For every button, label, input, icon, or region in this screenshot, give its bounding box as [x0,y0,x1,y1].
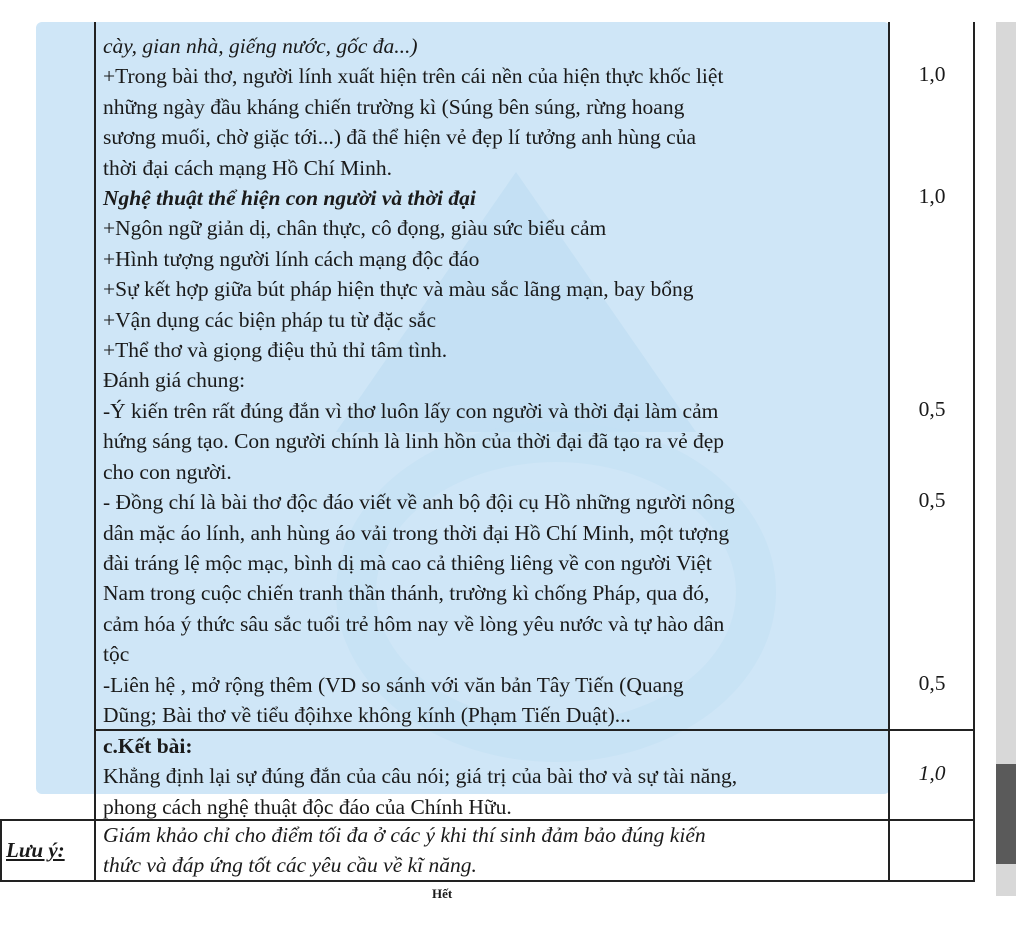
note-cell [103,820,883,881]
text-line: thời đại cách mạng Hồ Chí Minh. [103,155,393,180]
text-line: hứng sáng tạo. Con người chính là linh hồn của thời đại đã tạo ra vẻ đẹp [103,429,725,454]
text-line: +Vận dụng các biện pháp tu từ đặc sắc [103,307,437,332]
score-column-border [888,22,890,882]
text-line: tộc [103,642,130,667]
text-line: -Ý kiến trên rất đúng đắn vì thơ luôn lấy con người và thời đại làm cảm [103,398,719,423]
score-value: 1,0 [918,62,946,86]
conclusion-heading: c.Kết bài: [103,734,193,758]
scrollbar-thumb[interactable] [996,764,1016,864]
end-marker: Hết [432,886,453,901]
text-line: Khẳng định lại sự đúng đắn của câu nói; giá trị của bài thơ và sự tài năng, [103,764,738,789]
text-line: +Ngôn ngữ giản dị, chân thực, cô đọng, giàu sức biểu cảm [103,216,607,241]
conclusion-cell [103,731,883,822]
text-line: - Đồng chí là bài thơ độc đáo viết về anh bộ đội cụ Hồ những người nông [103,490,735,515]
text-line: cho con người. [103,459,232,484]
text-line: cảm hóa ý thức sâu sắc tuổi trẻ hôm nay về lòng yêu nước và tự hào dân [103,611,725,636]
text-line: dân mặc áo lính, anh hùng áo vải trong thời đại Hồ Chí Minh, một tượng [103,520,730,545]
score-value: 1,0 [918,184,946,208]
text-line: Dũng; Bài thơ về tiểu độihxe không kính (Phạm Tiến Duật)... [103,702,631,727]
section-heading-art: Nghệ thuật thể hiện con người và thời đại [103,186,476,211]
text-line: -Liên hệ , mở rộng thêm (VD so sánh với văn bản Tây Tiến (Quang [103,672,684,697]
note-left-border [0,819,2,882]
table-left-border [94,22,96,882]
text-line: đài tráng lệ mộc mạc, bình dị mà cao cả thiêng liêng về con người Việt [103,550,712,575]
score-value: 1,0 [918,761,946,785]
answer-body [103,31,883,730]
score-value: 0,5 [918,671,946,695]
text-line: những ngày đầu kháng chiến trường kì (Súng bên súng, rừng hoang [103,94,685,119]
text-line: +Trong bài thơ, người lính xuất hiện trên cái nền của hiện thực khốc liệt [103,64,724,89]
text-line: Giám khảo chỉ cho điểm tối đa ở các ý khi thí sinh đảm bảo đúng kiến [103,823,706,847]
section-heading-evaluation: Đánh giá chung: [103,368,246,393]
text-line: +Thể thơ và giọng điệu thủ thỉ tâm tình. [103,338,448,363]
text-line: Nam trong cuộc chiến tranh thần thánh, trường kì chống Pháp, qua đó, [103,581,710,606]
score-value: 0,5 [918,488,946,512]
text-line: cày, gian nhà, giếng nước, gốc đa...) [103,34,418,58]
text-line: sương muối, chờ giặc tới...) đã thể hiện vẻ đẹp lí tưởng anh hùng của [103,125,697,150]
vertical-scrollbar[interactable] [996,22,1016,896]
text-line: +Hình tượng người lính cách mạng độc đáo [103,246,480,271]
text-line: +Sự kết hợp giữa bút pháp hiện thực và màu sắc lãng mạn, bay bổng [103,277,694,302]
score-value: 0,5 [918,397,946,421]
note-label: Lưu ý: [6,838,65,862]
text-line: thức và đáp ứng tốt các yêu cầu về kĩ năng. [103,853,477,878]
table-right-border [973,22,975,882]
text-line: phong cách nghệ thuật độc đáo của Chính Hữu. [103,794,512,819]
